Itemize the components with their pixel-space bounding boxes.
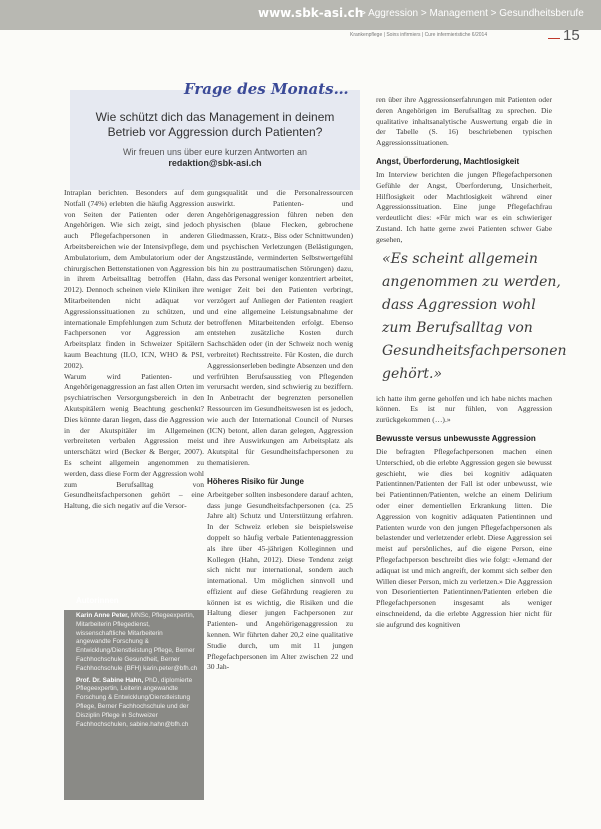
paragraph: Arbeitgeber sollten insbesondere darauf achten, dass junge Gesundheitsfachpersonen (ca. 25 Jahre alt) Schutz und Unterstützung erfahren. In der Schweiz erleben sie beispielsweise doppelt so häufig verbale Patientenaggression als ihre über 45-jährigen Kolleginnen und Kollegen (Hahn, 2012). Diese Tendenz zeigt sich nicht nur international, sondern auch international. Um möglichen sinnvoll und effizient auf diese Gefährdung reagieren zu können ist es wichtig, die Risiken und die Haltung dieser jungen Fachpersonen zur Patienten- und Angehörigenaggression zu kennen. Wir führten daher 20,2 eine qualitative Studie durch, um mit 11 jungen Pflegefachpersonen im Alter zwischen 22 und 30 Jah- <box>207 489 353 672</box>
section-heading: Bewusste versus unbewusste Aggression <box>376 433 536 443</box>
paragraph: ich hatte ihm gerne geholfen und ich habe nichts machen können. Es ist nur fühlen, von Aggression zurückgekommen (…).» <box>376 393 552 425</box>
publication-line: Krankenpflege | Soins infirmiers | Cure infermieristiche 6/2014 <box>350 32 488 38</box>
question-subtitle: Wir freuen uns über eure kurzen Antworten an <box>122 147 308 157</box>
author-details: PhD, diplomierte Pflegeexpertin, Leiterin angewandte Forschung & Entwicklung/Dienstleistung Pflege, Berner Fachhochschule und der Disziplin Pflege in Schweizer Fachhochschulen, sabine.hahn@bfh.ch <box>76 676 193 728</box>
question-box <box>70 90 360 190</box>
paragraph: Im Interview berichten die jungen Pflegefachpersonen Gefühle der Angst, Überforderung, Unsicherheit, Hilflosigkeit oder Machtlosigkeit während einer Aggressionssituation. Eine junge Pflegefachfrau verdeutlicht dies: «Für mich war es ein schwieriger Zustand. Ich hatte gerne zwei Patienten schwer Gabe gesehen, <box>376 169 552 244</box>
paragraph: Intraplan berichten. Besonders auf dem Notfall (74%) erlebten die häufig Aggression von Seiten der Patienten oder deren Angehörigen. Wie sich zeigt, sind jedoch auch Pflegefachpersonen in anderen Arbeitsbereichen wie der Intensivpflege, dem Ambulatorium, dem Ambulatorium oder der chirurgischen Bettenstationen von Aggression in ihrem Arbeitsalltag betroffen (Hahn, 2012). Dennoch scheinen viele Kliniken ihre Mitarbeitenden nicht adäquat vor Aggressionssituationen zu schützen, und internationale Empfehlungen zum Schutz der Fachpersonen vor Aggression am Arbeitsplatz finden in Schweizer Spitälern kaum Beachtung (ILO, ICN, WHO & PSI, 2002). <box>64 188 204 370</box>
author-details: MNSc, Pflegeexpertin, Mitarbeiterin Pflegedienst, wissenschaftliche Mitarbeiterin angewandte Forschung & Entwicklung/Dienstleistung Pflege, Berner Fachhochschule Gesundheit, Berner Fachhochschule (BFH) karin.peter@bfh.ch <box>76 612 198 672</box>
author-entry <box>76 612 198 674</box>
question-text: Wie schützt dich das Management in deinem Betrieb vor Aggression durch Patienten? <box>95 110 335 139</box>
paragraph: Die befragten Pflegefachpersonen machen einen Unterschied, ob die erlebte Aggression gegen sie bewusst geschieht, wie dies bei kognitiv adäquaten Patientinnen/Patienten der Fall ist oder unbewusst, wie bei Patientinnen/Patienten, welche an einem Delirium oder einer dementiellen Erkrankung litten. Die Aggression von kognitiv adäquaten Patientinnen und Patienten wurde von den jungen Pflegefachpersonen als belastender und verletzender erlebt. Diese Aggression sei meist auf persönliches, auf die eigene Person, eine Pflegefachperson beschreibt dies wie folgt: «Jemand der adäquat ist und mich angreift, der kommt sich selber den Willen dieser Person, mich zu verletzen.» Die Aggression von Desorientierten Patientinnen/Patienten erleben die Pflegefachpersonen insgesamt als weniger einschneidend, da die erlebte Aggression hier nicht für sie aufgrund des kognitiven <box>376 446 552 629</box>
paragraph: gungsqualität und die Personalressourcen auswirkt. Patienten- und Angehörigenaggression führen neben den physischen (blaue Flecken, gebrochene Gliedmassen, Kratz-, Biss oder Schnittwunden) und psychischen Verletzungen (Belästigungen, Angstzustände, verminderten Selbstwertgefühl bis hin zu posttraumatischen Störungen) dazu, dass das Personal weniger konzentriert arbeitet, weniger Zeit bei den Patienten verbringt, verzögert auf Anliegen der Patienten reagiert und eine allgemeine Leistungsabnahme der betroffenen Mitarbeitenden erfolgt. Ebenso entstehen zusätzliche Kosten durch Sachschäden oder (in der Schweiz noch wenig verbreitet) Rechtsstreite. Für Kosten, die durch Aggressionserleben bedingte Absenzen und den verfrühten Berufsausstieg von Pflegenden verursacht werden, sind schwierig zu beziffern. In Anbetracht der begrenzten personellen Ressourcen im Gesundheitswesen ist es jedoch, wie auch der International Council of Nurses (ICN) betont, allen daran gelegen, Aggression und ihre Auswirkungen am Arbeitsplatz als Akutspital für Gesundheitsfachpersonen zu thematisieren. <box>207 188 353 467</box>
paragraph: ren über ihre Aggressionserfahrungen mit Patienten oder deren Angehörigen im Berufsalltag zu sprechen. Die qualitative inhaltsanalytische Auswertung ergab die in der Tabelle (S. 16) beschriebenen typischen Aggressionssituationen. <box>376 95 552 148</box>
author-name: Karin Anne Peter, <box>76 612 130 619</box>
contact-email[interactable]: redaktion@sbk-asi.ch <box>168 158 262 168</box>
accent-line <box>548 38 560 39</box>
section-heading: Angst, Überforderung, Machtlosigkeit <box>376 156 520 166</box>
authors-heading: Autorinnen <box>76 596 119 605</box>
brand-url[interactable]: www.sbk-asi.ch <box>258 6 364 20</box>
pull-quote: «Es scheint allgemein angenommen zu werden, dass Aggression wohl zum Berufsalltag von Gesundheitsfachpersonen gehört.» <box>382 251 567 382</box>
paragraph: Warum wird Patienten- und Angehörigenaggression an fast allen Orten im psychiatrischen Versorgungsbereich in den Akutspitälern wenig Beachtung geschenkt? Dies könnte daran liegen, dass die Aggression in der Akutspitäler im Allgemeinen verbreiteten verbalen Aggression meist unterschätzt wird (Becker & Berger, 2007). Es scheint allgemein angenommen zu werden, dass diese Form der Aggression wohl zum Berufsalltag von Gesundheitsfachpersonen gehört – eine Haltung, die sich negativ auf die Versor- <box>64 371 204 511</box>
question-box-title: Frage des Monats… <box>184 80 349 98</box>
breadcrumb: > Aggression > Management > Gesundheitsberufe <box>360 8 584 19</box>
author-entry <box>76 677 198 730</box>
article-column-1 <box>64 188 204 512</box>
section-heading: Höheres Risiko für Junge <box>207 476 304 486</box>
page-number: 15 <box>563 27 580 44</box>
article-column-2 <box>207 188 353 673</box>
author-name: Prof. Dr. Sabine Hahn, <box>76 676 144 684</box>
authors-list <box>76 612 198 732</box>
